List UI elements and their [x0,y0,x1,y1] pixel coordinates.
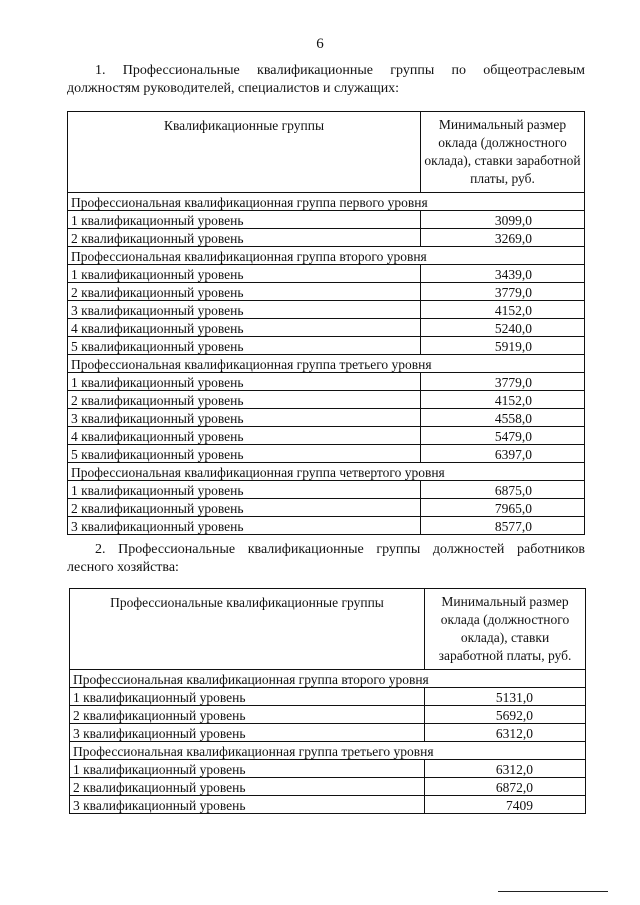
group-row [68,247,585,265]
salary-value: 7965,0 [421,499,585,517]
group-title: Профессиональная квалификационная группа второго уровня [68,247,585,265]
qualification-level: 5 квалификационный уровень [68,337,421,355]
salary-value: 3269,0 [421,229,585,247]
table-row [68,499,585,517]
group-title: Профессиональная квалификационная группа третьего уровня [70,742,586,760]
salary-value: 3779,0 [421,373,585,391]
salary-value: 6312,0 [425,760,586,778]
salary-value: 4152,0 [421,391,585,409]
salary-value: 6875,0 [421,481,585,499]
table-row [68,373,585,391]
column-header-salary: Минимальный размер оклада (должностного оклада), ставки заработной платы, руб. [421,112,585,193]
table-row [68,445,585,463]
qualification-level: 2 квалификационный уровень [70,778,425,796]
salary-value: 3779,0 [421,283,585,301]
salary-value: 7409 [425,796,586,814]
table-row [70,724,586,742]
group-title: Профессиональная квалификационная группа третьего уровня [68,355,585,373]
salary-value: 5479,0 [421,427,585,445]
footer-rule [498,891,608,892]
table-row [68,427,585,445]
salary-value: 5240,0 [421,319,585,337]
table-row [70,796,586,814]
qualification-level: 3 квалификационный уровень [70,796,425,814]
salary-table-general-body [68,112,585,535]
table-row [68,229,585,247]
salary-table-forestry-body [70,589,586,814]
section-1-heading: 1. Профессиональные квалификационные группы по общеотраслевым должностям руководителей, специалистов и служащих: [67,63,585,96]
qualification-level: 4 квалификационный уровень [68,427,421,445]
table-row [68,301,585,319]
qualification-level: 2 квалификационный уровень [70,706,425,724]
qualification-level: 2 квалификационный уровень [68,499,421,517]
qualification-level: 1 квалификационный уровень [68,265,421,283]
salary-value: 6312,0 [425,724,586,742]
salary-value: 3439,0 [421,265,585,283]
table-row [68,283,585,301]
qualification-level: 1 квалификационный уровень [68,481,421,499]
salary-value: 6397,0 [421,445,585,463]
group-title: Профессиональная квалификационная группа четвертого уровня [68,463,585,481]
table-row [68,337,585,355]
qualification-level: 1 квалификационный уровень [68,211,421,229]
salary-value: 3099,0 [421,211,585,229]
page-number: 6 [316,36,324,52]
column-header-groups: Квалификационные группы [68,112,421,193]
salary-value: 6872,0 [425,778,586,796]
table-row [70,778,586,796]
qualification-level: 1 квалификационный уровень [70,688,425,706]
salary-value: 5919,0 [421,337,585,355]
table-row [70,706,586,724]
table-row [68,319,585,337]
salary-value: 4558,0 [421,409,585,427]
qualification-level: 1 квалификационный уровень [70,760,425,778]
salary-table-general [67,111,585,535]
salary-table-forestry [69,588,586,814]
salary-value: 5692,0 [425,706,586,724]
table-header-row [70,589,586,670]
salary-value: 5131,0 [425,688,586,706]
column-header-groups: Профессиональные квалификационные группы [70,589,425,670]
table-row [70,760,586,778]
table-row [68,391,585,409]
qualification-level: 4 квалификационный уровень [68,319,421,337]
table-row [68,409,585,427]
qualification-level: 2 квалификационный уровень [68,283,421,301]
qualification-level: 3 квалификационный уровень [68,409,421,427]
group-row [70,670,586,688]
table-row [68,517,585,535]
qualification-level: 2 квалификационный уровень [68,229,421,247]
salary-value: 4152,0 [421,301,585,319]
table-row [68,265,585,283]
table-row [68,481,585,499]
qualification-level: 3 квалификационный уровень [68,301,421,319]
salary-value: 8577,0 [421,517,585,535]
qualification-level: 3 квалификационный уровень [68,517,421,535]
qualification-level: 1 квалификационный уровень [68,373,421,391]
qualification-level: 2 квалификационный уровень [68,391,421,409]
table-row [70,688,586,706]
group-title: Профессиональная квалификационная группа первого уровня [68,193,585,211]
group-row [70,742,586,760]
group-row [68,355,585,373]
section-2-heading: 2. Профессиональные квалификационные группы должностей работников лесного хозяйства: [67,542,585,575]
table-row [68,211,585,229]
qualification-level: 5 квалификационный уровень [68,445,421,463]
column-header-salary: Минимальный размер оклада (должностного оклада), ставки заработной платы, руб. [425,589,586,670]
table-header-row [68,112,585,193]
qualification-level: 3 квалификационный уровень [70,724,425,742]
group-row [68,193,585,211]
group-title: Профессиональная квалификационная группа второго уровня [70,670,586,688]
group-row [68,463,585,481]
